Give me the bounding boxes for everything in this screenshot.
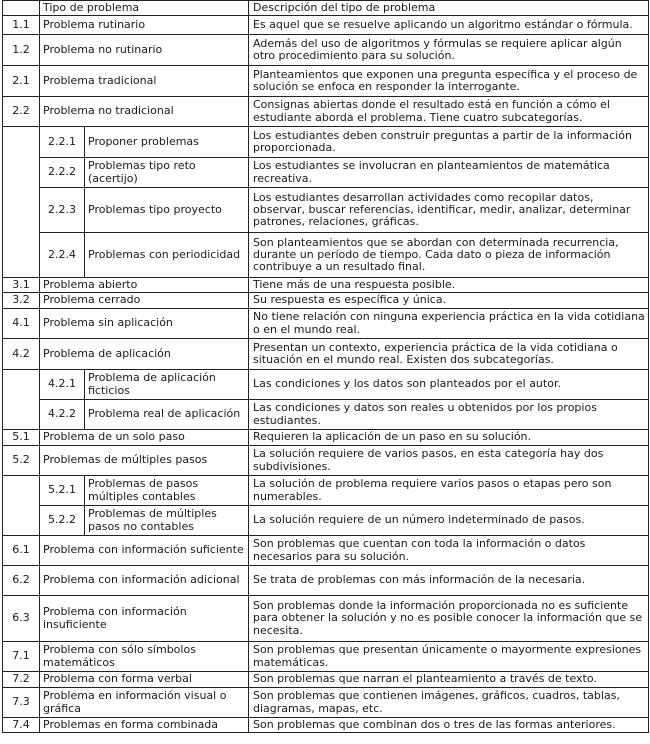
row-code: 2.1 [3, 66, 40, 97]
table-row [3, 188, 649, 233]
row-description: La solución requiere de varios pasos, en esta categoría hay dos subdivisiones. [249, 446, 649, 476]
row-code: 2.2.1 [40, 127, 85, 158]
row-description: Se trata de problemas con más información de la necesaria. [249, 566, 649, 596]
row-description: Son problemas que narran el planteamiento a través de texto. [249, 672, 649, 688]
row-description: La solución de problema requiere varios pasos o etapas pero son numerables. [249, 476, 649, 506]
row-type: Problemas en forma combinada [40, 718, 249, 733]
row-type: Problemas de pasos múltiples contables [85, 476, 249, 506]
table-row [3, 278, 649, 293]
table-row [3, 16, 649, 35]
row-description: Planteamientos que exponen una pregunta específica y el proceso de solución se enfoca en responder la interrogante. [249, 66, 649, 97]
row-type: Problema sin aplicación [40, 309, 249, 339]
row-description: Tiene más de una respuesta posible. [249, 278, 649, 293]
table-row [3, 718, 649, 733]
row-description: Los estudiantes se involucran en planteamientos de matemática recreativa. [249, 158, 649, 188]
table-row [3, 158, 649, 188]
row-description: Son problemas que combinan dos o tres de las formas anteriores. [249, 718, 649, 733]
row-type: Problema en información visual o gráfica [40, 688, 249, 718]
table-row [3, 596, 649, 642]
row-description: Son problemas donde la información proporcionada no es suficiente para obtener la solución y no es posible conocer la información que se necesita. [249, 596, 649, 642]
row-type: Problema con sólo símbolos matemáticos [40, 642, 249, 672]
row-type: Problema de aplicación [40, 339, 249, 370]
row-code: 4.2.1 [40, 370, 85, 400]
row-description: Además del uso de algoritmos y fórmulas se requiere aplicar algún otro procedimiento para su solución. [249, 35, 649, 66]
table-row [3, 536, 649, 566]
row-type: Problemas de múltiples pasos no contables [85, 506, 249, 536]
row-type: Problema de un solo paso [40, 430, 249, 446]
row-code: 1.2 [3, 35, 40, 66]
table-row [3, 127, 649, 158]
problem-types-table [2, 0, 649, 733]
row-type: Problema cerrado [40, 293, 249, 309]
row-description: Consignas abiertas donde el resultado está en función a cómo el estudiante aborda el problema. Tiene cuatro subcategorías. [249, 97, 649, 127]
row-code: 5.2 [3, 446, 40, 476]
table-row [3, 97, 649, 127]
row-description: Presentan un contexto, experiencia práctica de la vida cotidiana o situación en el mundo real. Existen dos subcategorías. [249, 339, 649, 370]
row-code: 3.1 [3, 278, 40, 293]
row-type: Problema real de aplicación [85, 400, 249, 430]
table-row [3, 309, 649, 339]
row-description: La solución requiere de un número indeterminado de pasos. [249, 506, 649, 536]
row-description: No tiene relación con ninguna experiencia práctica en la vida cotidiana o en el mundo real. [249, 309, 649, 339]
row-type: Problema con forma verbal [40, 672, 249, 688]
row-code: 2.2.4 [40, 233, 85, 278]
row-description: Su respuesta es específica y única. [249, 293, 649, 309]
row-description: Las condiciones y los datos son planteados por el autor. [249, 370, 649, 400]
table-row [3, 506, 649, 536]
row-type: Problema con información suficiente [40, 536, 249, 566]
row-type: Proponer problemas [85, 127, 249, 158]
table-row [3, 566, 649, 596]
row-description: Son problemas que presentan únicamente o mayormente expresiones matemáticas. [249, 642, 649, 672]
table-row [3, 35, 649, 66]
row-code: 2.2.2 [40, 158, 85, 188]
header-spacer [3, 1, 40, 16]
row-code: 7.4 [3, 718, 40, 733]
table-row [3, 339, 649, 370]
row-type: Problemas tipo reto (acertijo) [85, 158, 249, 188]
row-code: 2.2 [3, 97, 40, 127]
table-row [3, 642, 649, 672]
row-type: Problema de aplicación ficticios [85, 370, 249, 400]
row-type: Problema tradicional [40, 66, 249, 97]
row-code: 4.2.2 [40, 400, 85, 430]
row-indent [3, 370, 40, 430]
table-row [3, 446, 649, 476]
row-type: Problema con información adicional [40, 566, 249, 596]
row-code: 7.2 [3, 672, 40, 688]
row-type: Problemas tipo proyecto [85, 188, 249, 233]
row-code: 2.2.3 [40, 188, 85, 233]
row-code: 5.1 [3, 430, 40, 446]
row-code: 1.1 [3, 16, 40, 35]
table-row [3, 66, 649, 97]
row-code: 4.1 [3, 309, 40, 339]
row-description: Requieren la aplicación de un paso en su solución. [249, 430, 649, 446]
row-code: 5.2.2 [40, 506, 85, 536]
row-type: Problema abierto [40, 278, 249, 293]
row-type: Problema rutinario [40, 16, 249, 35]
row-code: 6.2 [3, 566, 40, 596]
table-row [3, 293, 649, 309]
row-type: Problema con información insuficiente [40, 596, 249, 642]
table-row [3, 233, 649, 278]
header-description: Descripción del tipo de problema [249, 1, 649, 16]
row-description: Es aquel que se resuelve aplicando un algoritmo estándar o fórmula. [249, 16, 649, 35]
row-code: 7.1 [3, 642, 40, 672]
row-code: 6.1 [3, 536, 40, 566]
table-header-row [3, 1, 649, 16]
row-code: 5.2.1 [40, 476, 85, 506]
row-indent [3, 127, 40, 278]
row-description: Las condiciones y datos son reales u obtenidos por los propios estudiantes. [249, 400, 649, 430]
table-row [3, 672, 649, 688]
row-code: 7.3 [3, 688, 40, 718]
header-type: Tipo de problema [40, 1, 249, 16]
row-code: 6.3 [3, 596, 40, 642]
row-type: Problemas con periodicidad [85, 233, 249, 278]
row-type: Problemas de múltiples pasos [40, 446, 249, 476]
table-row [3, 430, 649, 446]
row-description: Los estudiantes desarrollan actividades como recopilar datos, observar, buscar referencias, identificar, medir, analizar, determinar patrones, relaciones, gráficas. [249, 188, 649, 233]
row-description: Son problemas que cuentan con toda la información o datos necesarios para su solución. [249, 536, 649, 566]
row-type: Problema no tradicional [40, 97, 249, 127]
row-code: 3.2 [3, 293, 40, 309]
row-type: Problema no rutinario [40, 35, 249, 66]
row-code: 4.2 [3, 339, 40, 370]
row-description: Son problemas que contienen imágenes, gráficos, cuadros, tablas, diagramas, mapas, etc. [249, 688, 649, 718]
table-row [3, 370, 649, 400]
row-description: Los estudiantes deben construir preguntas a partir de la información proporcionada. [249, 127, 649, 158]
table-row [3, 476, 649, 506]
table-row [3, 688, 649, 718]
row-description: Son planteamientos que se abordan con determinada recurrencia, durante un período de tiempo. Cada dato o pieza de información contribuye a un resultado final. [249, 233, 649, 278]
table-row [3, 400, 649, 430]
row-indent [3, 476, 40, 536]
